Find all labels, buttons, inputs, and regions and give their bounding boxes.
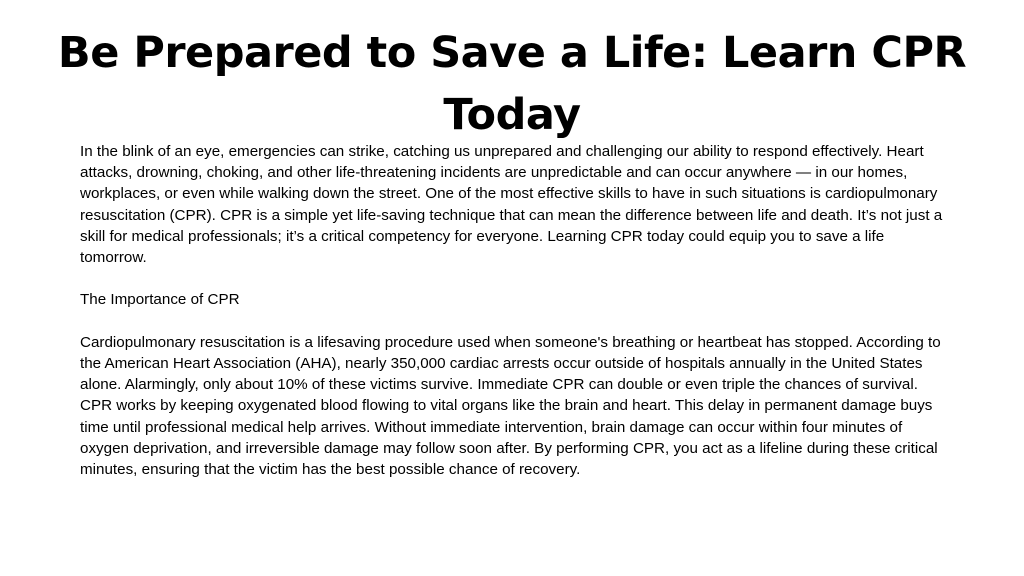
importance-paragraph: Cardiopulmonary resuscitation is a lifesaving procedure used when someone's breathing or heartbeat has stopped. According to the American Heart Association (AHA), nearly 350,000 cardiac arrests occur outside of hospitals annually in the United States alone. Alarmingly, only about 10% of these victims survive. Immediate CPR can double or even triple the chances of survival.: [80, 333, 941, 394]
intro-paragraph: In the blink of an eye, emergencies can strike, catching us unprepared and challenging our ability to respond effectively. Heart attacks, drowning, choking, and other life-threatening incidents are unpredictable and can occur anywhere — in our homes, workplaces, or even while walking down the street. One of the most effective skills to have in such situations is cardiopulmonary resuscitation (CPR). CPR is a simple yet life-saving technique that can mean the difference between life and death. It’s not just a skill for medical professionals; it’s a critical competency for everyone. Learning CPR today could equip you to save a life tomorrow.: [80, 143, 943, 267]
paragraph-spacer: [80, 268, 946, 289]
how-it-works-paragraph: CPR works by keeping oxygenated blood flowing to vital organs like the brain and heart. This delay in permanent damage buys time until professional medical help arrives. Without immediate intervention, brain damage can occur within four minutes of oxygen deprivation, and irreversible damage may follow soon after. By performing CPR, you act as a lifeline during these critical minutes, ensuring that the victim has the best possible chance of recovery.: [80, 397, 938, 479]
section-heading: The Importance of CPR: [80, 291, 240, 309]
paragraph-spacer: [80, 311, 946, 332]
article-body: [80, 141, 946, 480]
page-title: Be Prepared to Save a Life: Learn CPR Today: [57, 28, 967, 140]
